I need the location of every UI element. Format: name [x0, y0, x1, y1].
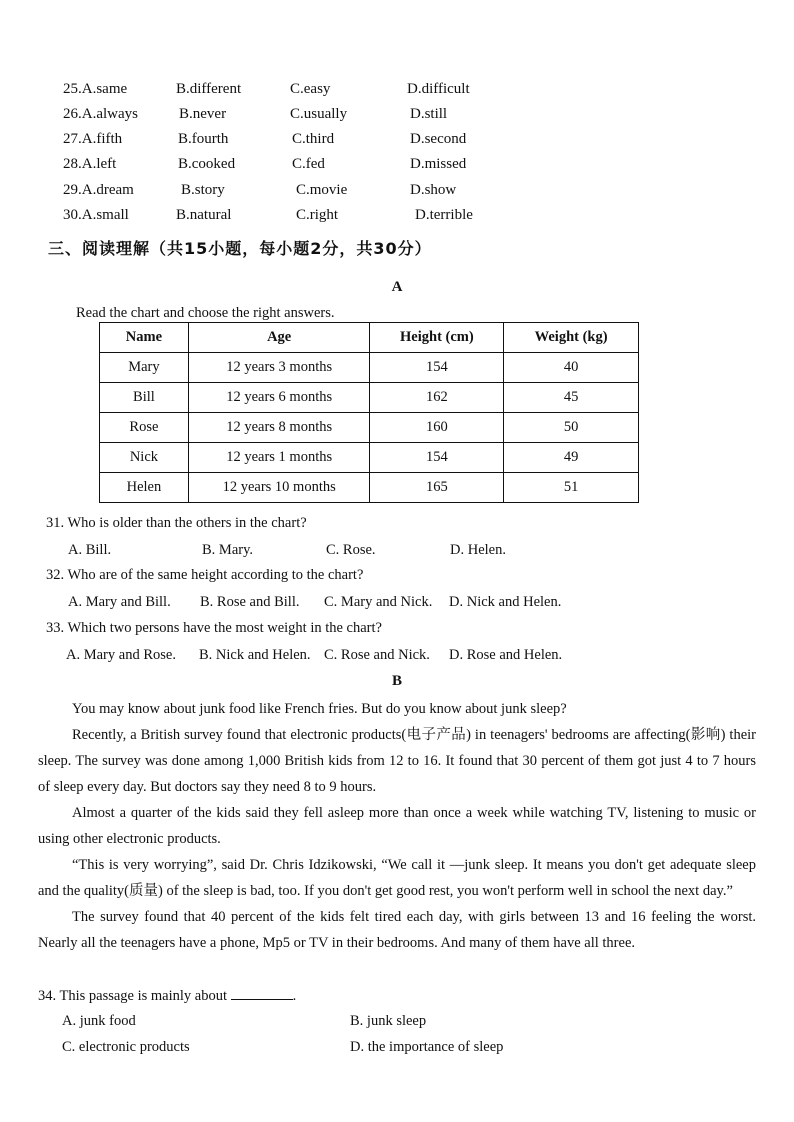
part-b-heading: B [391, 673, 402, 689]
passage-paragraph: Recently, a British survey found that electronic products(电子产品) in teenagers' bedrooms are affecting(影响) their sleep. The survey was done among 1,000 British kids from 12 to 16. It found that 30 percent of them got just 4 to 7 hours of sleep every day. But doctors say they need 8 to 9 hours. [38, 727, 756, 795]
q32-option-c: C. Mary and Nick. [324, 594, 433, 610]
q31-option-c: C. Rose. [326, 542, 376, 558]
answer-blank [231, 987, 293, 1000]
table-row [100, 383, 639, 413]
option-b: B.story [181, 182, 225, 198]
option-a: 26.A.always [63, 106, 138, 122]
q32-option-b: B. Rose and Bill. [200, 594, 300, 610]
option-a: 29.A.dream [63, 182, 134, 198]
option-c: C.right [296, 207, 339, 223]
passage-paragraph: The survey found that 40 percent of the kids felt tired each day, with girls between 13 and 16 feeling the worst. Nearly all the teenagers have a phone, Mp5 or TV in their bedrooms. And many of them have all three. [38, 909, 756, 951]
option-row-26 [0, 106, 794, 130]
passage-b [38, 696, 756, 956]
option-b: B.never [179, 106, 227, 122]
part-a-intro: Read the chart and choose the right answers. [76, 305, 335, 321]
cell-weight: 45 [504, 383, 639, 413]
q34-option-d: D. the importance of sleep [350, 1039, 504, 1055]
option-b: B.fourth [178, 131, 229, 147]
cell-name: Bill [100, 383, 189, 413]
header-height: Height (cm) [370, 323, 504, 353]
table-row [100, 353, 639, 383]
table-row [100, 443, 639, 473]
part-a-heading: A [391, 279, 403, 295]
q31-option-b: B. Mary. [202, 542, 254, 558]
option-b: B.different [176, 81, 242, 97]
q34-option-a: A. junk food [62, 1013, 136, 1029]
passage-paragraph: Almost a quarter of the kids said they fell asleep more than once a week while watching TV, listening to music or using other electronic products. [38, 805, 756, 847]
option-c: C.usually [290, 106, 348, 122]
option-c: C.easy [290, 81, 331, 97]
q34-option-c: C. electronic products [62, 1039, 190, 1055]
option-d: D.still [410, 106, 448, 122]
q34-option-b: B. junk sleep [350, 1013, 427, 1029]
q33-option-b: B. Nick and Helen. [199, 647, 311, 663]
data-table [99, 322, 639, 503]
option-c: C.third [292, 131, 335, 147]
cell-weight: 51 [504, 473, 639, 503]
option-a: 27.A.fifth [63, 131, 123, 147]
cell-age: 12 years 8 months [188, 413, 370, 443]
cell-height: 154 [370, 353, 504, 383]
q31-option-a: A. Bill. [68, 542, 112, 558]
cell-height: 154 [370, 443, 504, 473]
q34-stem: 34. This passage is mainly about [38, 988, 228, 1004]
option-b: B.cooked [178, 156, 236, 172]
option-row-28 [0, 156, 794, 180]
option-c: C.movie [296, 182, 348, 198]
question-31: 31. Who is older than the others in the chart? [46, 515, 307, 531]
option-a: 25.A.same [63, 81, 128, 97]
option-row-27 [0, 131, 794, 155]
cell-height: 160 [370, 413, 504, 443]
question-32: 32. Who are of the same height according to the chart? [46, 567, 364, 583]
cell-name: Helen [100, 473, 189, 503]
passage-paragraph: “This is very worrying”, said Dr. Chris Idzikowski, “We call it —junk sleep. It means you don't get adequate sleep and the quality(质量) of the sleep is bad, too. If you don't get good rest, you won't perform well in school the next day.” [38, 857, 756, 899]
q34-period: . [292, 988, 297, 1004]
table-header-row [100, 323, 639, 353]
option-b: B.natural [176, 207, 232, 223]
header-age: Age [188, 323, 370, 353]
section-title: 三、阅读理解（共15小题，每小题2分，共30分） [48, 239, 432, 258]
option-a: 28.A.left [63, 156, 117, 172]
option-d: D.show [410, 182, 457, 198]
cell-name: Mary [100, 353, 189, 383]
cell-age: 12 years 1 months [188, 443, 370, 473]
q33-option-c: C. Rose and Nick. [324, 647, 430, 663]
cell-name: Nick [100, 443, 189, 473]
option-d: D.terrible [415, 207, 473, 223]
option-a: 30.A.small [63, 207, 129, 223]
option-d: D.missed [410, 156, 467, 172]
q32-option-a: A. Mary and Bill. [68, 594, 171, 610]
cell-height: 162 [370, 383, 504, 413]
cell-age: 12 years 6 months [188, 383, 370, 413]
option-row-25 [0, 81, 794, 105]
cell-name: Rose [100, 413, 189, 443]
cell-weight: 50 [504, 413, 639, 443]
cell-weight: 49 [504, 443, 639, 473]
option-d: D.second [410, 131, 467, 147]
header-weight: Weight (kg) [504, 323, 639, 353]
option-c: C.fed [292, 156, 325, 172]
cell-age: 12 years 10 months [188, 473, 370, 503]
q33-option-a: A. Mary and Rose. [66, 647, 176, 663]
cell-height: 165 [370, 473, 504, 503]
header-name: Name [100, 323, 189, 353]
option-row-29 [0, 182, 794, 206]
passage-paragraph: You may know about junk food like French fries. But do you know about junk sleep? [72, 701, 567, 717]
table-row [100, 413, 639, 443]
cell-weight: 40 [504, 353, 639, 383]
option-row-30 [0, 207, 794, 231]
q31-option-d: D. Helen. [450, 542, 506, 558]
q32-option-d: D. Nick and Helen. [449, 594, 562, 610]
cell-age: 12 years 3 months [188, 353, 370, 383]
table-row [100, 473, 639, 503]
option-d: D.difficult [407, 81, 470, 97]
question-33: 33. Which two persons have the most weight in the chart? [46, 620, 382, 636]
question-34 [38, 987, 296, 1005]
q33-option-d: D. Rose and Helen. [449, 647, 563, 663]
